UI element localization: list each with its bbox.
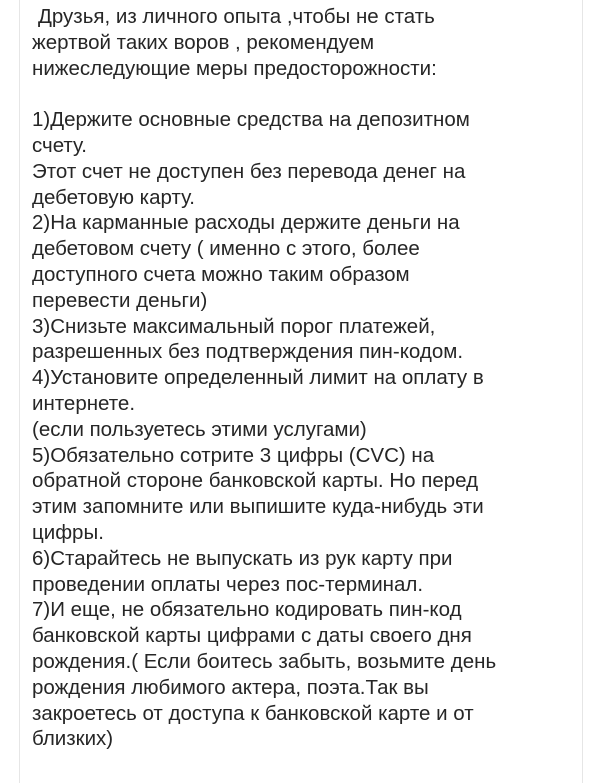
intro-line: Друзья, из личного опыта ,чтобы не стать — [38, 5, 435, 28]
tip-line: закроетесь от доступа к банковской карте и от — [32, 701, 474, 725]
tip-line: 6)Старайтесь не выпускать из рук карту при — [32, 546, 453, 570]
tip-line: 7)И еще, не обязательно кодировать пин-код — [32, 598, 462, 622]
tip-line: 1)Держите основные средства на депозитном — [32, 108, 470, 132]
tip-line: рождения любимого актера, поэта.Так вы — [32, 675, 429, 699]
tip-line: 2)На карманные расходы держите деньги на — [32, 211, 460, 235]
tip-line: дебетовую карту. — [32, 185, 195, 209]
tip-line: интернете. — [32, 391, 136, 415]
tip-line: 5)Обязательно сотрите 3 цифры (CVC) на — [32, 443, 435, 467]
tip-line: обратной стороне банковской карты. Но перед — [32, 469, 479, 493]
tip-line: разрешенных без подтверждения пин-кодом. — [32, 340, 464, 364]
intro-line: жертвой таких воров , рекомендуем — [32, 30, 375, 54]
tip-line: близких) — [32, 727, 114, 751]
paragraph-gap — [32, 81, 580, 107]
tip-line: дебетовом счету ( именно с этого, более — [32, 237, 420, 261]
tip-line: проведении оплаты через пос-терминал. — [32, 572, 424, 596]
tip-line: банковской карты цифрами с даты своего дня — [32, 624, 472, 648]
left-border — [19, 0, 20, 783]
intro-line: нижеследующие меры предосторожности: — [32, 56, 437, 80]
tip-line: цифры. — [32, 520, 104, 544]
tip-line: Этот счет не доступен без перевода денег на — [32, 159, 466, 183]
tip-line: этим запомните или выпишите куда-нибудь эти — [32, 495, 484, 519]
tip-line: (если пользуетесь этими услугами) — [32, 417, 367, 441]
tip-line: 4)Установите определенный лимит на оплату в — [32, 366, 484, 390]
tip-line: доступного счета можно таким образом — [32, 262, 410, 286]
tip-line: перевести деньги) — [32, 288, 208, 312]
post-text — [32, 4, 580, 752]
tip-line: 3)Снизьте максимальный порог платежей, — [32, 314, 436, 338]
right-border — [582, 0, 583, 783]
tip-line: счету. — [32, 133, 87, 157]
tip-line: рождения.( Если боитесь забыть, возьмите день — [32, 649, 497, 673]
